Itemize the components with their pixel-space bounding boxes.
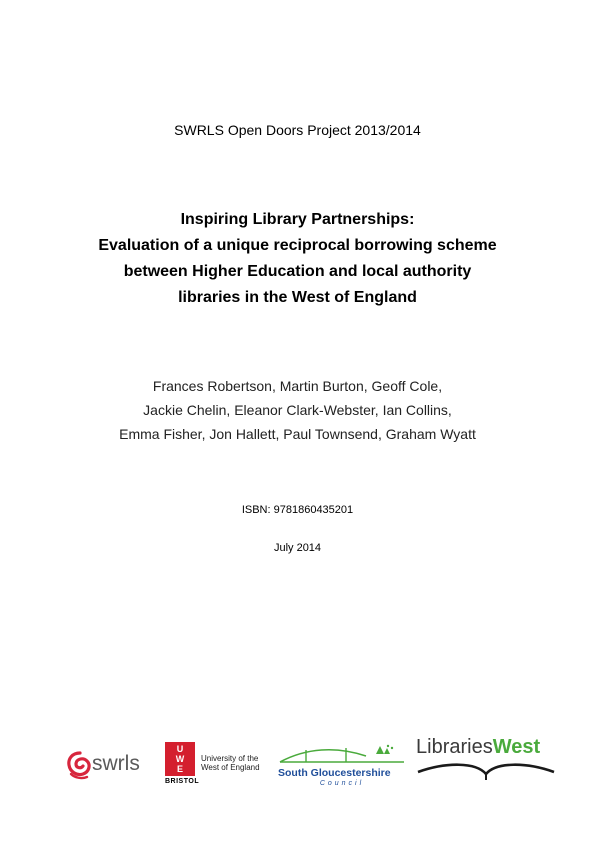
publication-date: July 2014 xyxy=(273,542,322,554)
uwe-name-line: University of the xyxy=(201,754,259,763)
uwe-letter: U xyxy=(176,744,184,754)
main-title-line: Inspiring Library Partnerships: xyxy=(180,211,415,228)
author-line: Frances Robertson, Martin Burton, Geoff Cole, xyxy=(152,378,443,394)
swrls-logo xyxy=(66,748,146,784)
uwe-red-block xyxy=(165,742,195,776)
south-gloucestershire-council: Council xyxy=(319,780,365,787)
uwe-letter: E xyxy=(176,764,183,774)
main-title-line: between Higher Education and local authority xyxy=(123,263,472,280)
libraries-west-part2: West xyxy=(492,736,541,758)
author-line: Emma Fisher, Jon Hallett, Paul Townsend, Graham Wyatt xyxy=(119,426,476,442)
libraries-west-logo xyxy=(416,736,556,784)
bridge-icon xyxy=(276,742,408,768)
isbn: ISBN: 9781860435201 xyxy=(241,504,354,516)
uwe-bristol-label: BRISTOL xyxy=(165,778,200,785)
author-list xyxy=(0,374,595,446)
uwe-name xyxy=(201,754,260,772)
libraries-west-wordmark xyxy=(416,736,540,759)
south-gloucestershire-name: South Gloucestershire xyxy=(278,767,391,779)
project-title: SWRLS Open Doors Project 2013/2014 xyxy=(174,122,421,138)
uwe-letter: W xyxy=(175,754,185,764)
uwe-name-line: West of England xyxy=(201,763,260,772)
south-gloucestershire-logo xyxy=(276,742,408,790)
main-title-line: Evaluation of a unique reciprocal borrowing scheme xyxy=(98,237,497,254)
libraries-west-part1: Libraries xyxy=(416,736,493,758)
uwe-logo xyxy=(165,742,275,790)
book-swoosh-icon xyxy=(416,760,556,782)
swrls-swirl-icon xyxy=(66,750,94,780)
main-title-line: libraries in the West of England xyxy=(178,289,417,306)
uwe-letters xyxy=(168,744,192,774)
author-line: Jackie Chelin, Eleanor Clark-Webster, Ian Collins, xyxy=(143,402,452,418)
main-title xyxy=(0,207,595,311)
swrls-logo-text: swrls xyxy=(92,752,140,775)
